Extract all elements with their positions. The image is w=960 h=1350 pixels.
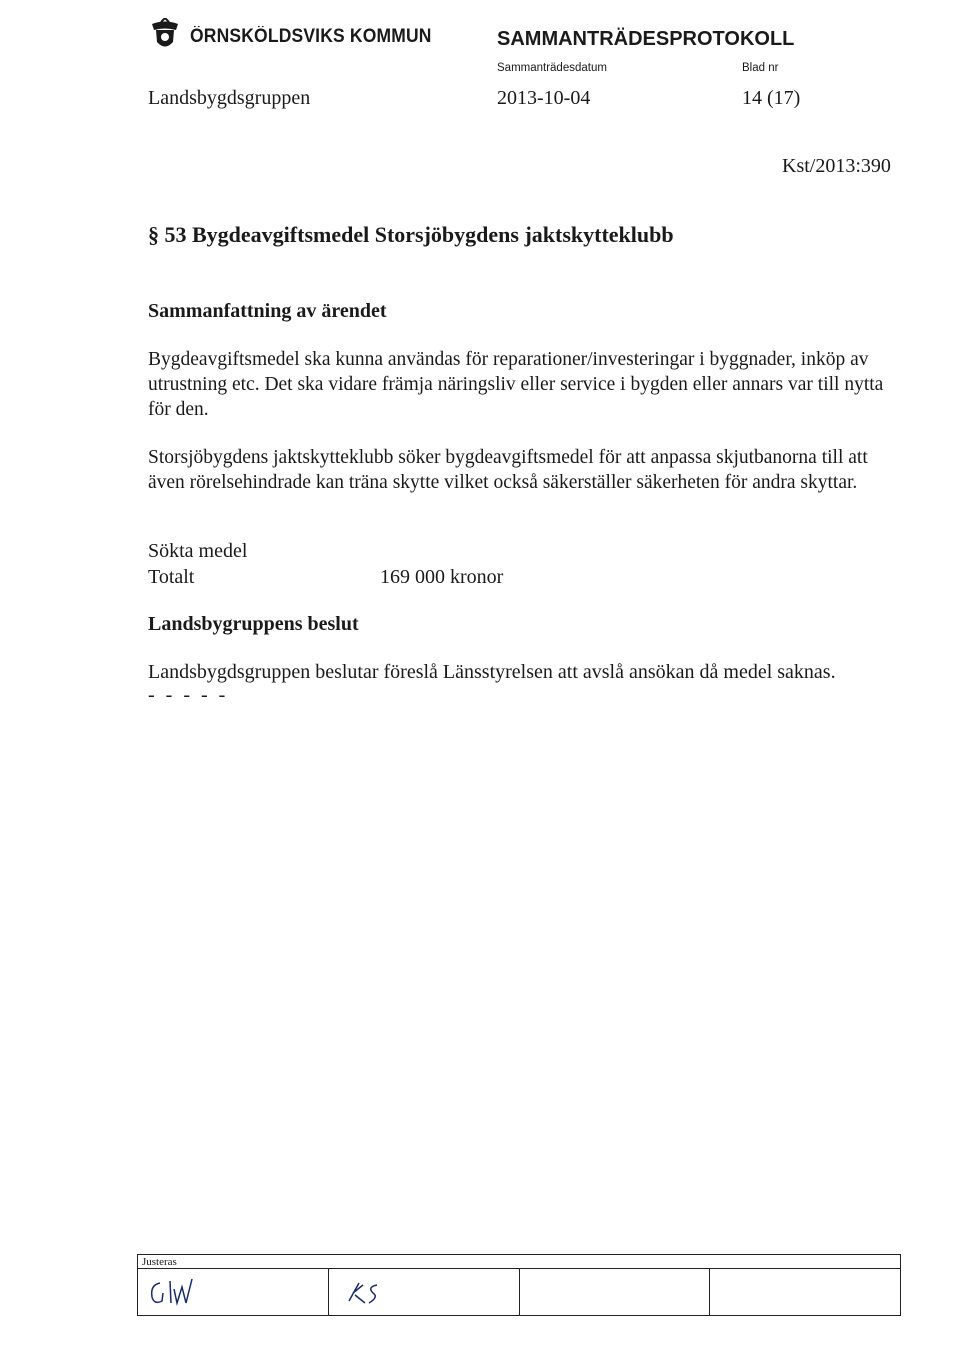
meeting-date-label: Sammanträdesdatum	[497, 62, 607, 74]
end-marker: - - - - -	[148, 684, 229, 706]
document-type: SAMMANTRÄDESPROTOKOLL	[497, 28, 795, 50]
meeting-date: 2013-10-04	[497, 87, 591, 109]
sheet-number-label: Blad nr	[742, 62, 779, 74]
application-paragraph: Storsjöbygdens jaktskytteklubb söker bygdeavgiftsmedel för att anpassa skjutbanorna till att även rörelsehindrade kan träna skytte vilket också säkerställer säkerheten för andra skyttar.	[148, 447, 868, 493]
signature-cell	[329, 1269, 520, 1315]
sheet-number: 14 (17)	[742, 87, 801, 109]
body-name: Landsbygdsgruppen	[148, 87, 311, 109]
decision-text: Landsbygdsgruppen beslutar föreslå Länsstyrelsen att avslå ansökan då medel saknas.	[148, 661, 836, 683]
summary-heading: Sammanfattning av ärendet	[148, 300, 387, 322]
justering-box	[137, 1254, 901, 1316]
section-heading: § 53 Bygdeavgiftsmedel Storsjöbygdens jaktskytteklubb	[148, 222, 674, 247]
summary-paragraph: Bygdeavgiftsmedel ska kunna användas för reparationer/investeringar i byggnader, inköp av utrustning etc. Det ska vidare främja näringsliv eller service i bygden eller annars var till nytta för den.	[148, 349, 884, 420]
justering-label: Justeras	[142, 1256, 177, 1268]
signature-ks-icon	[337, 1275, 407, 1309]
signature-cell	[710, 1269, 900, 1315]
decision-heading: Landsbygruppens beslut	[148, 613, 359, 635]
signature-row	[138, 1268, 900, 1315]
municipal-coat-of-arms-icon	[148, 18, 182, 52]
signature-gw-icon	[146, 1275, 216, 1309]
organization-name: ÖRNSKÖLDSVIKS KOMMUN	[190, 26, 432, 47]
total-label: Totalt	[148, 566, 195, 588]
total-amount: 169 000 kronor	[380, 566, 504, 588]
signature-cell	[520, 1269, 711, 1315]
signature-cell	[138, 1269, 329, 1315]
case-number: Kst/2013:390	[782, 155, 891, 177]
sought-funds-label: Sökta medel	[148, 540, 248, 562]
